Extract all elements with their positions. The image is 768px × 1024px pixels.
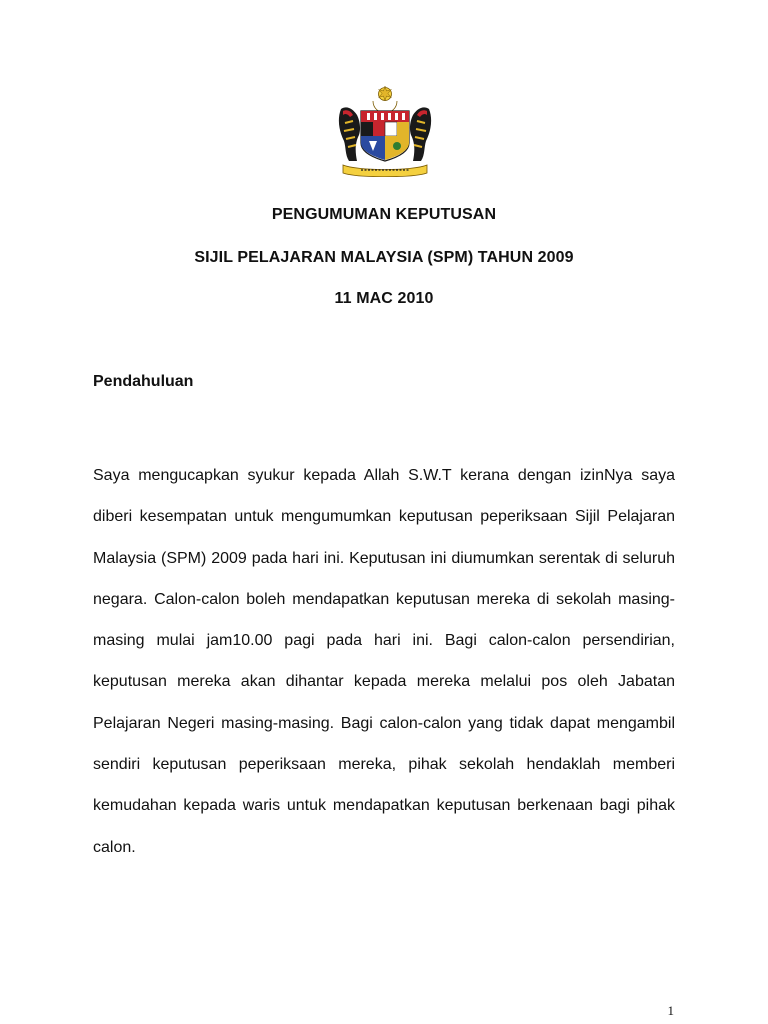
document-heading-subtitle: SIJIL PELAJARAN MALAYSIA (SPM) TAHUN 2009 [194, 249, 574, 266]
section-title: Pendahuluan [93, 373, 194, 390]
document-heading-title: PENGUMUMAN KEPUTUSAN [271, 206, 497, 223]
page-number: 1 [667, 1003, 674, 1018]
crest-graphic [333, 85, 437, 177]
document-heading-date: 11 MAC 2010 [334, 290, 434, 307]
coat-of-arms-icon [333, 85, 437, 177]
body-paragraph: Saya mengucapkan syukur kepada Allah S.W.T kerana dengan izinNya saya diberi kesempatan untuk mengumumkan keputusan peperiksaan Sijil Pelajaran Malaysia (SPM) 2009 pada hari ini. Keputusan ini diumumkan serentak di seluruh negara. Calon-calon boleh mendapatkan keputusan mereka di sekolah masing-masing mulai jam10.00 pagi pada hari ini. Bagi calon-calon persendirian, keputusan mereka akan dihantar kepada mereka melalui pos oleh Jabatan Pelajaran Negeri masing-masing. Bagi calon-calon yang tidak dapat mengambil sendiri keputusan peperiksaan mereka, pihak sekolah hendaklah memberi kemudahan kepada waris untuk mendapatkan keputusan berkenaan bagi pihak calon. [93, 467, 675, 856]
